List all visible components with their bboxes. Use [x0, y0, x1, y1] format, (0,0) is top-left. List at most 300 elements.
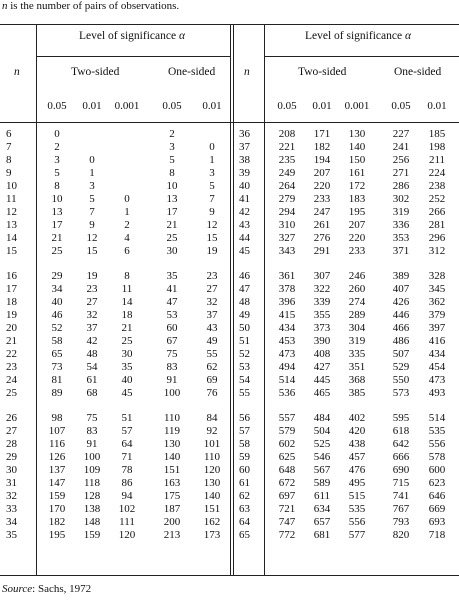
value-cell: 162 — [203, 516, 221, 528]
value-cell: 140 — [203, 490, 221, 502]
value-cell: 772 — [278, 529, 296, 541]
value-cell: 589 — [313, 477, 331, 489]
two-sided-header-left: Two-sided — [71, 66, 120, 78]
value-cell: 427 — [313, 361, 331, 373]
n-cell: 50 — [239, 322, 250, 334]
n-cell: 30 — [6, 464, 17, 476]
value-cell: 98 — [51, 412, 63, 424]
value-cell: 567 — [313, 464, 331, 476]
value-cell: 235 — [278, 154, 296, 166]
value-cell: 120 — [118, 529, 136, 541]
value-cell: 67 — [166, 335, 178, 347]
value-cell: 445 — [313, 374, 331, 386]
value-cell: 484 — [313, 412, 331, 424]
level-label: 0.001 — [114, 100, 140, 112]
value-cell: 465 — [313, 387, 331, 399]
level-label: 0.01 — [427, 100, 447, 112]
n-cell: 42 — [239, 206, 250, 218]
value-cell: 37 — [206, 309, 218, 321]
value-cell: 279 — [278, 193, 296, 205]
value-cell: 138 — [83, 503, 101, 515]
value-cell: 45 — [121, 387, 133, 399]
n-cell: 47 — [239, 283, 250, 295]
value-cell: 35 — [166, 270, 178, 282]
value-cell: 30 — [121, 348, 133, 360]
n-cell: 16 — [6, 270, 17, 282]
value-cell: 466 — [392, 322, 410, 334]
value-cell: 535 — [348, 503, 366, 515]
value-cell: 147 — [48, 477, 66, 489]
n-cell: 6 — [6, 128, 12, 140]
n-cell: 7 — [6, 141, 12, 153]
value-cell: 556 — [348, 516, 366, 528]
n-cell: 27 — [6, 425, 17, 437]
value-cell: 110 — [203, 451, 221, 463]
value-cell: 137 — [48, 464, 66, 476]
value-cell: 266 — [428, 206, 446, 218]
value-cell: 385 — [348, 387, 366, 399]
value-cell: 198 — [428, 141, 446, 153]
value-cell: 573 — [392, 387, 410, 399]
value-cell: 504 — [313, 425, 331, 437]
value-cell: 379 — [428, 309, 446, 321]
value-cell: 40 — [51, 296, 63, 308]
value-cell: 65 — [51, 348, 63, 360]
value-cell: 6 — [124, 245, 130, 257]
value-cell: 224 — [428, 167, 446, 179]
value-cell: 328 — [428, 270, 446, 282]
value-cell: 476 — [348, 464, 366, 476]
value-cell: 55 — [206, 348, 218, 360]
value-cell: 69 — [206, 374, 218, 386]
value-cell: 51 — [121, 412, 133, 424]
value-cell: 9 — [89, 219, 95, 231]
n-cell: 14 — [6, 232, 17, 244]
value-cell: 550 — [392, 374, 410, 386]
value-cell: 21 — [51, 232, 63, 244]
value-cell: 94 — [121, 490, 133, 502]
value-cell: 194 — [313, 154, 331, 166]
value-cell: 646 — [428, 490, 446, 502]
value-cell: 525 — [313, 438, 331, 450]
value-cell: 611 — [313, 490, 331, 502]
value-cell: 57 — [121, 425, 133, 437]
level-label: 0.05 — [162, 100, 182, 112]
value-cell: 260 — [348, 283, 366, 295]
value-cell: 681 — [313, 529, 331, 541]
value-cell: 25 — [166, 232, 178, 244]
value-cell: 9 — [209, 206, 215, 218]
n-cell: 59 — [239, 451, 250, 463]
value-cell: 120 — [203, 464, 221, 476]
n-cell: 49 — [239, 309, 250, 321]
value-cell: 102 — [118, 503, 136, 515]
value-cell: 3 — [54, 154, 60, 166]
value-cell: 3 — [169, 141, 175, 153]
value-cell: 12 — [206, 219, 218, 231]
n-cell: 8 — [6, 154, 12, 166]
value-cell: 128 — [83, 490, 101, 502]
value-cell: 83 — [166, 361, 178, 373]
value-cell: 602 — [278, 438, 296, 450]
value-cell: 296 — [428, 232, 446, 244]
value-cell: 84 — [206, 412, 218, 424]
value-cell: 0 — [54, 128, 60, 140]
n-cell: 64 — [239, 516, 250, 528]
value-cell: 227 — [392, 128, 410, 140]
value-cell: 71 — [121, 451, 133, 463]
value-cell: 159 — [83, 529, 101, 541]
sig-rule-right — [265, 56, 459, 57]
value-cell: 494 — [278, 361, 296, 373]
value-cell: 281 — [428, 219, 446, 231]
value-cell: 107 — [48, 425, 66, 437]
value-cell: 648 — [278, 464, 296, 476]
value-cell: 182 — [48, 516, 66, 528]
value-cell: 151 — [203, 503, 221, 515]
value-cell: 286 — [392, 180, 410, 192]
value-cell: 362 — [428, 296, 446, 308]
value-cell: 17 — [166, 206, 178, 218]
n-cell: 52 — [239, 348, 250, 360]
value-cell: 207 — [348, 219, 366, 231]
value-cell: 718 — [428, 529, 446, 541]
value-cell: 371 — [392, 245, 410, 257]
value-cell: 408 — [313, 348, 331, 360]
value-cell: 672 — [278, 477, 296, 489]
value-cell: 389 — [392, 270, 410, 282]
value-cell: 697 — [278, 490, 296, 502]
value-cell: 183 — [348, 193, 366, 205]
value-cell: 246 — [348, 270, 366, 282]
value-cell: 175 — [163, 490, 181, 502]
sig-rule-left — [37, 56, 231, 57]
value-cell: 361 — [278, 270, 296, 282]
value-cell: 438 — [348, 438, 366, 450]
n-cell: 54 — [239, 374, 250, 386]
value-cell: 233 — [348, 245, 366, 257]
value-cell: 89 — [51, 387, 63, 399]
value-cell: 261 — [313, 219, 331, 231]
value-cell: 11 — [121, 283, 133, 295]
value-cell: 241 — [392, 141, 410, 153]
n-cell: 60 — [239, 464, 250, 476]
level-label: 0.05 — [391, 100, 411, 112]
value-cell: 23 — [206, 270, 218, 282]
value-cell: 61 — [86, 374, 98, 386]
n-cell: 13 — [6, 219, 17, 231]
value-cell: 657 — [313, 516, 331, 528]
value-cell: 10 — [166, 180, 178, 192]
value-cell: 351 — [348, 361, 366, 373]
n-cell: 56 — [239, 412, 250, 424]
value-cell: 486 — [392, 335, 410, 347]
value-cell: 546 — [313, 451, 331, 463]
value-cell: 42 — [86, 335, 98, 347]
value-cell: 618 — [392, 425, 410, 437]
value-cell: 48 — [86, 348, 98, 360]
value-cell: 220 — [313, 180, 331, 192]
value-cell: 49 — [206, 335, 218, 347]
value-cell: 68 — [86, 387, 98, 399]
n-cell: 22 — [6, 348, 17, 360]
value-cell: 3 — [209, 167, 215, 179]
value-cell: 747 — [278, 516, 296, 528]
significance-header-left — [79, 30, 185, 42]
value-cell: 353 — [392, 232, 410, 244]
n-cell: 40 — [239, 180, 250, 192]
value-cell: 172 — [348, 180, 366, 192]
value-cell: 91 — [166, 374, 178, 386]
value-cell: 625 — [278, 451, 296, 463]
n-cell: 12 — [6, 206, 17, 218]
value-cell: 2 — [54, 141, 60, 153]
n-cell: 9 — [6, 167, 12, 179]
value-cell: 110 — [163, 412, 181, 424]
value-cell: 40 — [121, 374, 133, 386]
value-cell: 741 — [392, 490, 410, 502]
value-cell: 116 — [48, 438, 66, 450]
alpha-symbol: α — [404, 30, 411, 42]
value-cell: 415 — [278, 309, 296, 321]
value-cell: 535 — [428, 425, 446, 437]
value-cell: 29 — [51, 270, 63, 282]
significance-label: Level of significance — [305, 30, 405, 42]
value-cell: 52 — [51, 322, 63, 334]
value-cell: 21 — [166, 219, 178, 231]
value-cell: 208 — [278, 128, 296, 140]
value-cell: 495 — [348, 477, 366, 489]
note-text: is the number of pairs of observations. — [7, 0, 180, 12]
n-cell: 25 — [6, 387, 17, 399]
value-cell: 1 — [124, 206, 130, 218]
value-cell: 64 — [121, 438, 133, 450]
value-cell: 200 — [163, 516, 181, 528]
n-cell: 63 — [239, 503, 250, 515]
value-cell: 690 — [392, 464, 410, 476]
n-cell: 45 — [239, 245, 250, 257]
value-cell: 397 — [428, 322, 446, 334]
n-cell: 32 — [6, 490, 17, 502]
value-cell: 43 — [206, 322, 218, 334]
value-cell: 5 — [169, 154, 175, 166]
value-cell: 58 — [51, 335, 63, 347]
value-cell: 294 — [278, 206, 296, 218]
value-cell: 54 — [86, 361, 98, 373]
n-cell: 65 — [239, 529, 250, 541]
value-cell: 453 — [278, 335, 296, 347]
value-cell: 159 — [48, 490, 66, 502]
n-header-right: n — [244, 66, 250, 78]
value-cell: 170 — [48, 503, 66, 515]
value-cell: 32 — [86, 309, 98, 321]
value-cell: 13 — [166, 193, 178, 205]
n-cell: 33 — [6, 503, 17, 515]
half-divider-2 — [233, 24, 234, 576]
value-cell: 211 — [428, 154, 446, 166]
value-cell: 355 — [313, 309, 331, 321]
value-cell: 100 — [83, 451, 101, 463]
value-cell: 343 — [278, 245, 296, 257]
value-cell: 304 — [348, 322, 366, 334]
n-cell: 51 — [239, 335, 250, 347]
value-cell: 130 — [348, 128, 366, 140]
value-cell: 130 — [203, 477, 221, 489]
value-cell: 23 — [86, 283, 98, 295]
value-cell: 310 — [278, 219, 296, 231]
value-cell: 402 — [348, 412, 366, 424]
value-cell: 27 — [86, 296, 98, 308]
level-label: 0.05 — [47, 100, 67, 112]
value-cell: 3 — [89, 180, 95, 192]
value-cell: 86 — [121, 477, 133, 489]
value-cell: 557 — [278, 412, 296, 424]
value-cell: 373 — [313, 322, 331, 334]
level-label: 0.01 — [312, 100, 332, 112]
value-cell: 148 — [83, 516, 101, 528]
value-cell: 150 — [348, 154, 366, 166]
value-cell: 161 — [348, 167, 366, 179]
value-cell: 578 — [428, 451, 446, 463]
value-cell: 247 — [313, 206, 331, 218]
value-cell: 271 — [392, 167, 410, 179]
value-cell: 264 — [278, 180, 296, 192]
significance-header-right — [305, 30, 411, 42]
n-cell: 21 — [6, 335, 17, 347]
n-cell: 17 — [6, 283, 17, 295]
value-cell: 378 — [278, 283, 296, 295]
value-cell: 390 — [313, 335, 331, 347]
value-cell: 15 — [206, 232, 218, 244]
value-cell: 195 — [48, 529, 66, 541]
value-cell: 345 — [428, 283, 446, 295]
value-cell: 118 — [83, 477, 101, 489]
value-cell: 171 — [313, 128, 331, 140]
n-cell: 44 — [239, 232, 250, 244]
value-cell: 307 — [313, 270, 331, 282]
value-cell: 13 — [51, 206, 63, 218]
value-cell: 92 — [206, 425, 218, 437]
n-divider-left — [36, 24, 37, 576]
n-cell: 37 — [239, 141, 250, 153]
n-cell: 62 — [239, 490, 250, 502]
value-cell: 91 — [86, 438, 98, 450]
n-cell: 23 — [6, 361, 17, 373]
value-cell: 27 — [206, 283, 218, 295]
value-cell: 238 — [428, 180, 446, 192]
value-cell: 151 — [163, 464, 181, 476]
n-cell: 19 — [6, 309, 17, 321]
value-cell: 319 — [348, 335, 366, 347]
value-cell: 47 — [166, 296, 178, 308]
value-cell: 514 — [278, 374, 296, 386]
value-cell: 536 — [278, 387, 296, 399]
n-cell: 46 — [239, 270, 250, 282]
value-cell: 642 — [392, 438, 410, 450]
value-cell: 182 — [313, 141, 331, 153]
value-cell: 18 — [121, 309, 133, 321]
value-cell: 579 — [278, 425, 296, 437]
n-cell: 36 — [239, 128, 250, 140]
value-cell: 12 — [86, 232, 98, 244]
value-cell: 407 — [392, 283, 410, 295]
value-cell: 60 — [166, 322, 178, 334]
value-cell: 195 — [348, 206, 366, 218]
value-cell: 4 — [124, 232, 130, 244]
value-cell: 221 — [278, 141, 296, 153]
value-cell: 76 — [206, 387, 218, 399]
value-cell: 78 — [121, 464, 133, 476]
value-cell: 793 — [392, 516, 410, 528]
value-cell: 327 — [278, 232, 296, 244]
value-cell: 8 — [54, 180, 60, 192]
value-cell: 25 — [51, 245, 63, 257]
value-cell: 322 — [313, 283, 331, 295]
value-cell: 233 — [313, 193, 331, 205]
n-cell: 31 — [6, 477, 17, 489]
value-cell: 119 — [163, 425, 181, 437]
n-variable: n — [2, 0, 8, 12]
value-cell: 100 — [163, 387, 181, 399]
value-cell: 715 — [392, 477, 410, 489]
value-cell: 19 — [86, 270, 98, 282]
value-cell: 666 — [392, 451, 410, 463]
value-cell: 454 — [428, 361, 446, 373]
value-cell: 10 — [51, 193, 63, 205]
value-cell: 53 — [166, 309, 178, 321]
critical-values-table — [0, 24, 459, 576]
value-cell: 46 — [51, 309, 63, 321]
value-cell: 767 — [392, 503, 410, 515]
value-cell: 289 — [348, 309, 366, 321]
value-cell: 420 — [348, 425, 366, 437]
n-cell: 15 — [6, 245, 17, 257]
source-text: : Sachs, 1972 — [32, 583, 92, 595]
value-cell: 249 — [278, 167, 296, 179]
value-cell: 140 — [163, 451, 181, 463]
value-cell: 15 — [86, 245, 98, 257]
value-cell: 163 — [163, 477, 181, 489]
value-cell: 507 — [392, 348, 410, 360]
half-divider-1 — [230, 24, 231, 576]
n-header-left: n — [14, 66, 20, 78]
value-cell: 173 — [203, 529, 221, 541]
value-cell: 595 — [392, 412, 410, 424]
value-cell: 101 — [203, 438, 221, 450]
value-cell: 17 — [51, 219, 63, 231]
value-cell: 14 — [121, 296, 133, 308]
value-cell: 2 — [124, 219, 130, 231]
value-cell: 274 — [348, 296, 366, 308]
value-cell: 34 — [51, 283, 63, 295]
value-cell: 81 — [51, 374, 63, 386]
value-cell: 130 — [163, 438, 181, 450]
value-cell: 75 — [166, 348, 178, 360]
value-cell: 426 — [392, 296, 410, 308]
value-cell: 302 — [392, 193, 410, 205]
value-cell: 75 — [86, 412, 98, 424]
value-cell: 669 — [428, 503, 446, 515]
significance-label: Level of significance — [79, 30, 179, 42]
value-cell: 820 — [392, 529, 410, 541]
value-cell: 368 — [348, 374, 366, 386]
value-cell: 256 — [392, 154, 410, 166]
level-label: 0.05 — [277, 100, 297, 112]
value-cell: 0 — [124, 193, 130, 205]
one-sided-header-right: One-sided — [394, 66, 442, 78]
n-cell: 43 — [239, 219, 250, 231]
value-cell: 634 — [313, 503, 331, 515]
